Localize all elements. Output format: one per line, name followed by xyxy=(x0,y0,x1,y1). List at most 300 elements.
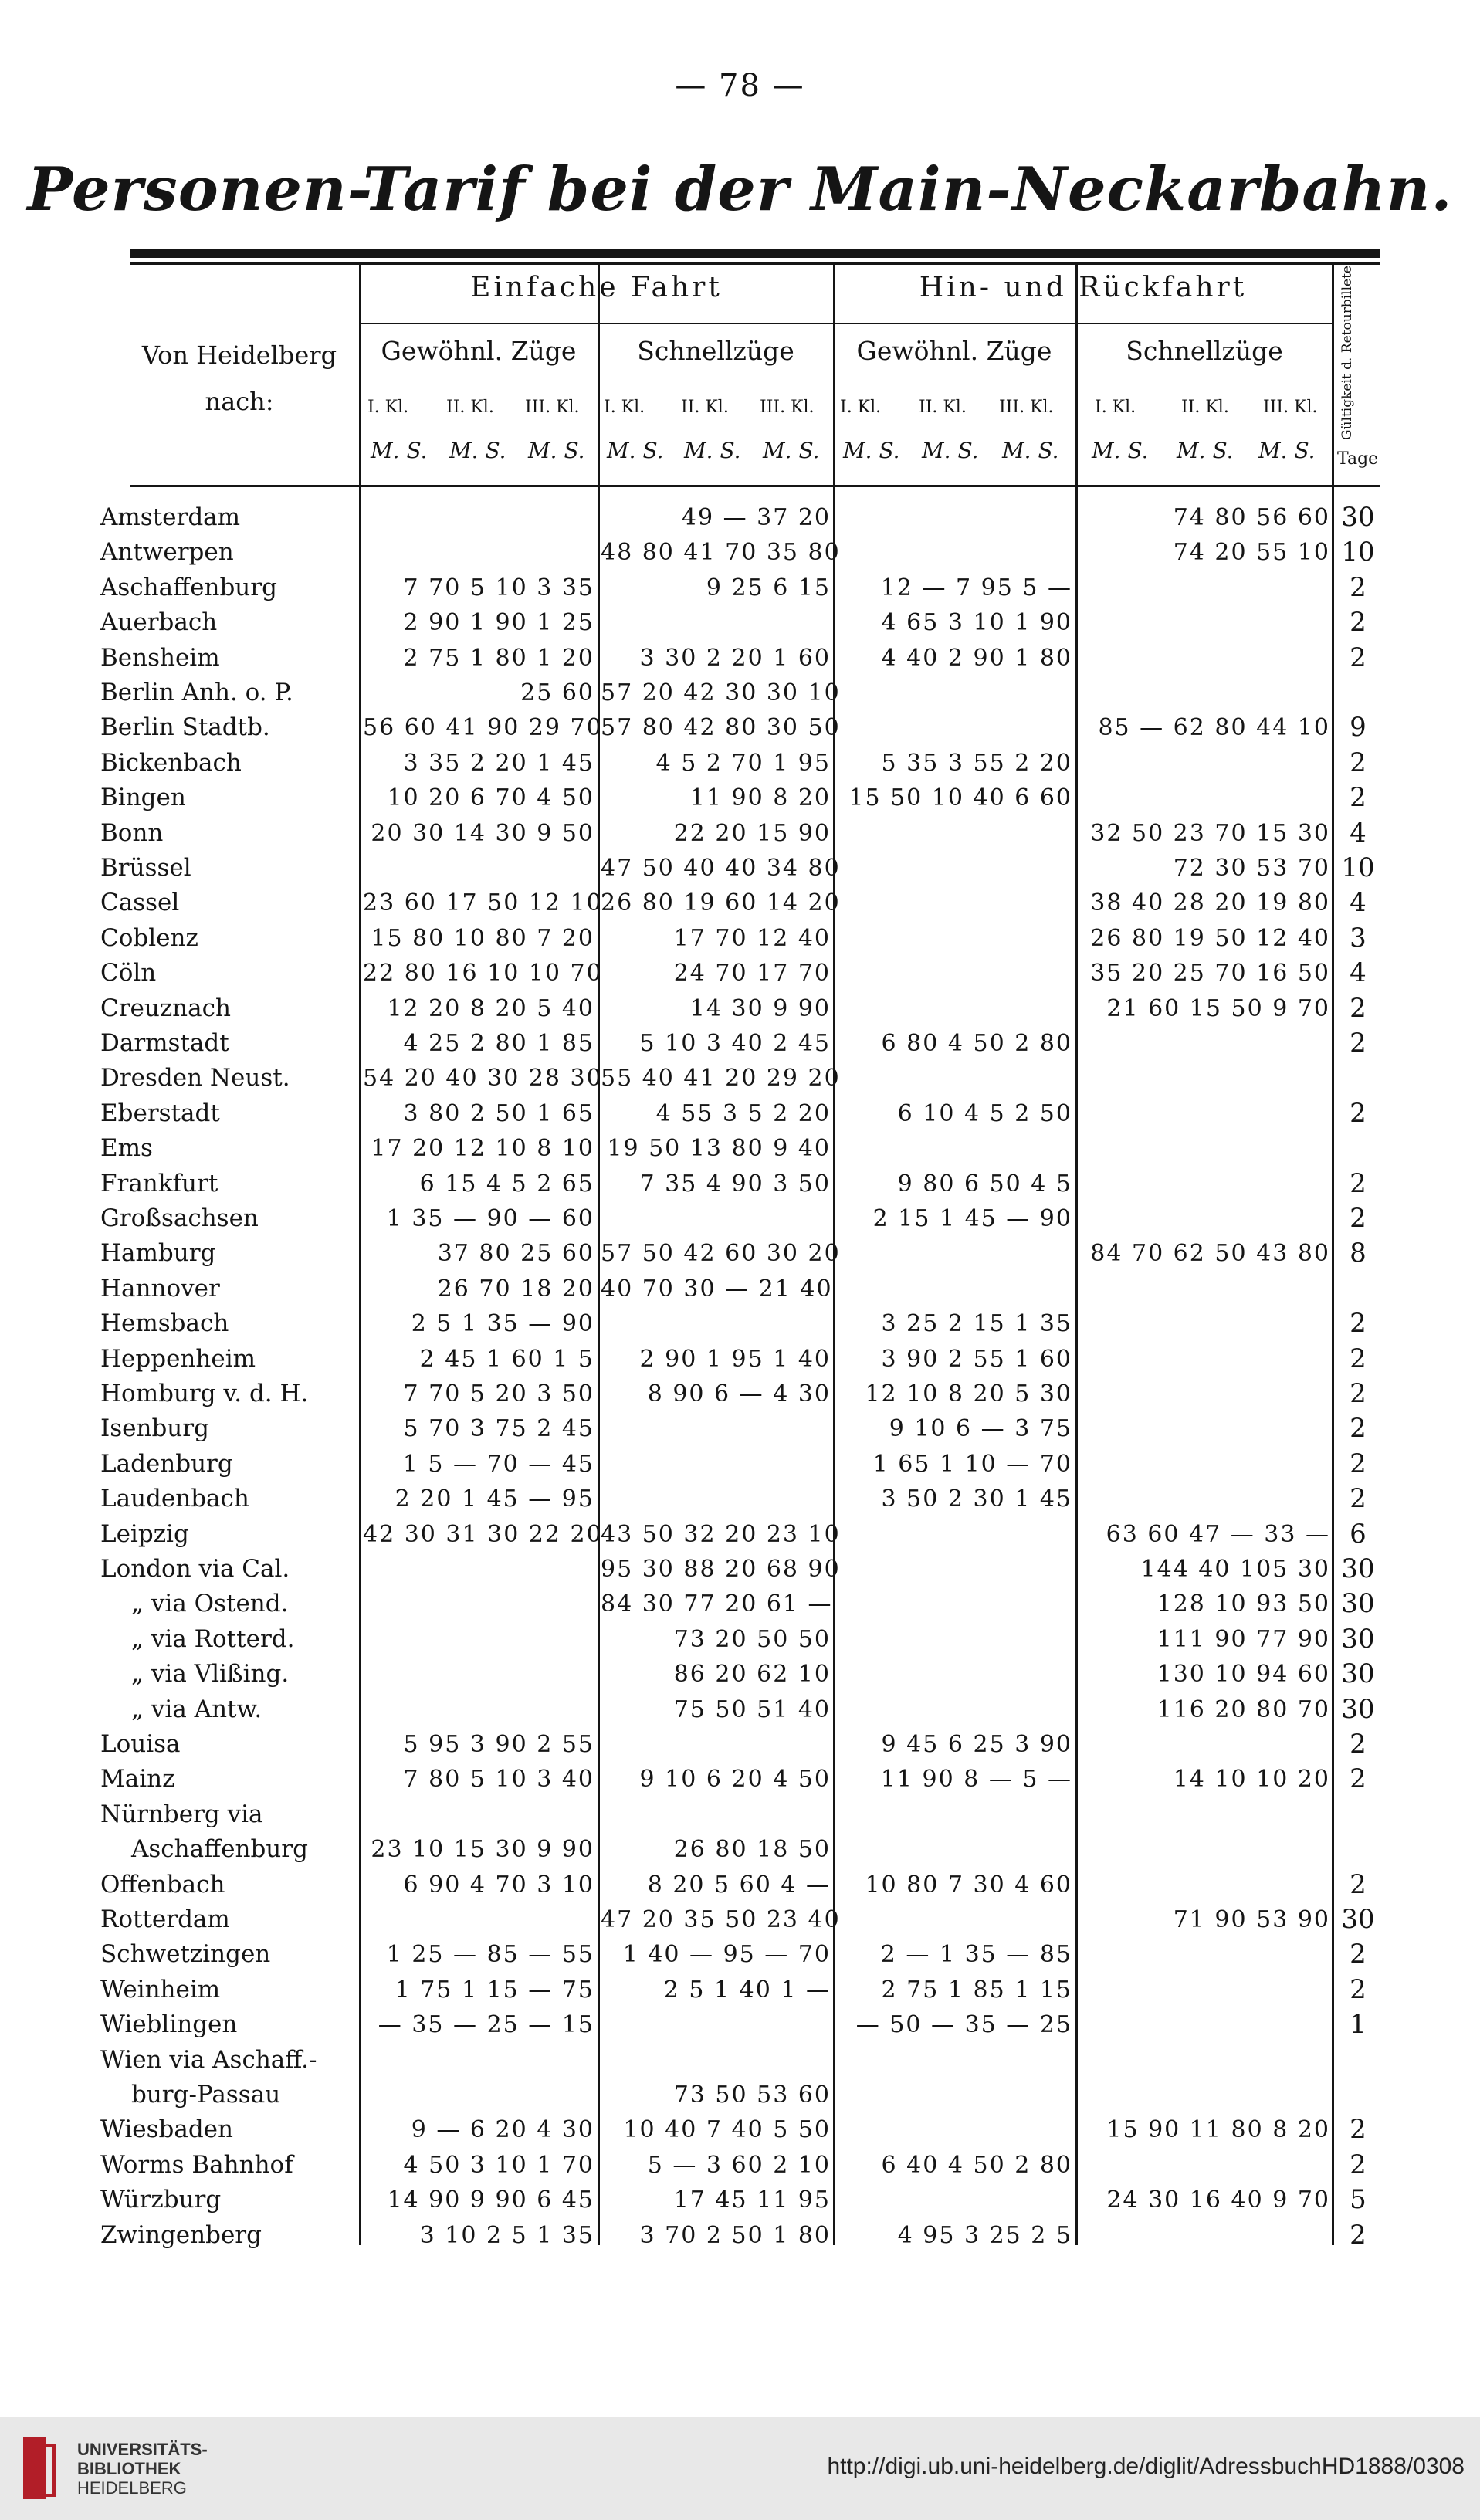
fare-cell-a: 9 — 6 20 4 30 xyxy=(411,2116,594,2144)
destination-name: Hannover xyxy=(100,1274,220,1302)
destination-name: Wien via Aschaff.- xyxy=(100,2045,317,2074)
destination-name: Offenbach xyxy=(100,1870,225,1898)
destination-name: Darmstadt xyxy=(100,1029,229,1057)
table-row xyxy=(0,1762,1480,1797)
fare-cell-b: 73 20 50 50 xyxy=(673,1625,831,1653)
destination-name: Ems xyxy=(100,1134,153,1163)
destination-name: Frankfurt xyxy=(100,1169,218,1197)
validity-days: 2 xyxy=(1350,1448,1367,1479)
header-schnell-1: Schnellzüge xyxy=(637,336,794,366)
destination-name: burg-Passau xyxy=(131,2081,281,2108)
fare-cell-c: — 50 — 35 — 25 xyxy=(855,2011,1072,2039)
fare-cell-a: 2 20 1 45 — 95 xyxy=(395,1485,594,1513)
fare-cell-b: 24 70 17 70 xyxy=(673,960,831,987)
fare-cell-d: 14 10 10 20 xyxy=(1173,1766,1330,1793)
fare-cell-b: 5 — 3 60 2 10 xyxy=(647,2151,831,2179)
fare-cell-b: 8 90 6 — 4 30 xyxy=(647,1380,831,1407)
table-row xyxy=(0,1447,1480,1482)
header-tage: Tage xyxy=(1337,449,1379,469)
fare-cell-a: 37 80 25 60 xyxy=(437,1240,594,1268)
destination-name: „ via Ostend. xyxy=(131,1590,289,1618)
validity-days: 30 xyxy=(1341,1553,1375,1584)
fare-cell-b: 4 5 2 70 1 95 xyxy=(655,749,831,777)
fare-cell-b: 19 50 13 80 9 40 xyxy=(607,1135,831,1163)
fare-cell-b: 57 20 42 30 30 10 xyxy=(601,679,841,706)
fare-cell-b: 55 40 41 20 29 20 xyxy=(601,1065,841,1092)
table-row xyxy=(0,1937,1480,1972)
class-1: I. Kl. xyxy=(840,398,882,417)
library-name xyxy=(77,2440,208,2498)
destination-name: Homburg v. d. H. xyxy=(100,1380,309,1407)
fare-cell-a: 7 70 5 20 3 50 xyxy=(403,1380,594,1407)
unit-label: M. S. xyxy=(684,438,741,463)
library-logo-icon xyxy=(15,2434,62,2503)
table-row xyxy=(0,571,1480,605)
validity-days: 10 xyxy=(1341,537,1375,568)
header-gewoehnl-2: Gewöhnl. Züge xyxy=(856,336,1052,366)
fare-cell-b: 8 20 5 60 4 — xyxy=(647,1871,831,1898)
fare-cell-d: 35 20 25 70 16 50 xyxy=(1090,960,1330,987)
table-row xyxy=(0,851,1480,886)
table-row xyxy=(0,1236,1480,1271)
destination-name: Cassel xyxy=(100,889,180,917)
validity-days: 2 xyxy=(1350,571,1367,603)
fare-cell-c: 6 10 4 5 2 50 xyxy=(897,1099,1072,1127)
unit-label: M. S. xyxy=(528,438,585,463)
class-3: III. Kl. xyxy=(760,398,815,417)
fare-cell-b: 3 30 2 20 1 60 xyxy=(639,644,831,672)
fare-cell-c: 9 10 6 — 3 75 xyxy=(889,1415,1072,1443)
validity-days: 2 xyxy=(1350,642,1367,673)
class-1: I. Kl. xyxy=(1095,398,1136,417)
validity-days: 9 xyxy=(1350,712,1367,743)
class-2: II. Kl. xyxy=(919,398,967,417)
fare-cell-a: 7 80 5 10 3 40 xyxy=(403,1766,594,1793)
validity-days: 2 xyxy=(1350,1378,1367,1409)
header-von-heidelberg: Von Heidelberg nach: xyxy=(141,340,337,416)
destination-name: Antwerpen xyxy=(100,538,234,567)
footer-bar xyxy=(0,2417,1480,2520)
validity-days: 2 xyxy=(1350,1203,1367,1234)
validity-days: 2 xyxy=(1350,1167,1367,1199)
class-3: III. Kl. xyxy=(999,398,1054,417)
validity-days: 30 xyxy=(1341,1693,1375,1725)
fare-cell-a: 23 60 17 50 12 10 xyxy=(363,889,603,917)
fare-cell-a: 4 25 2 80 1 85 xyxy=(403,1030,594,1057)
unit-label: M. S. xyxy=(371,438,428,463)
destination-name: Bonn xyxy=(100,818,164,847)
fare-cell-a: 14 90 9 90 6 45 xyxy=(387,2186,594,2214)
validity-days: 2 xyxy=(1350,1483,1367,1515)
validity-days: 2 xyxy=(1350,1028,1367,1058)
validity-days: 4 xyxy=(1350,817,1367,848)
destination-name: Bickenbach xyxy=(100,748,242,777)
fare-cell-a: 1 75 1 15 — 75 xyxy=(395,1976,594,2003)
destination-name: Hemsbach xyxy=(100,1309,229,1338)
destination-name: Hamburg xyxy=(100,1239,216,1268)
destination-name: Coblenz xyxy=(100,923,198,952)
fare-cell-a: 12 20 8 20 5 40 xyxy=(387,994,594,1022)
unit-label: M. S. xyxy=(449,438,506,463)
fare-cell-a: 4 50 3 10 1 70 xyxy=(403,2151,594,2179)
fare-cell-c: 2 — 1 35 — 85 xyxy=(880,1941,1072,1969)
validity-days: 2 xyxy=(1350,607,1367,638)
table-row xyxy=(0,605,1480,640)
table-row xyxy=(0,1201,1480,1236)
header-rule-1 xyxy=(361,323,1332,324)
validity-days: 2 xyxy=(1350,1097,1367,1129)
fare-cell-b: 7 35 4 90 3 50 xyxy=(639,1170,831,1197)
destination-name: „ via Antw. xyxy=(131,1695,262,1723)
validity-days: 2 xyxy=(1350,1729,1367,1760)
destination-name: London via Cal. xyxy=(100,1555,290,1583)
table-row xyxy=(0,1973,1480,2007)
fare-cell-a: 56 60 41 90 29 70 xyxy=(363,714,603,742)
unit-label: M. S. xyxy=(607,438,664,463)
validity-days: 30 xyxy=(1341,1658,1375,1690)
fare-cell-d: 38 40 28 20 19 80 xyxy=(1090,889,1330,917)
destination-name: Aschaffenburg xyxy=(131,1835,308,1864)
fare-cell-a: 20 30 14 30 9 50 xyxy=(371,819,594,847)
fare-cell-a: 3 80 2 50 1 65 xyxy=(403,1099,594,1127)
fare-cell-b: 47 20 35 50 23 40 xyxy=(601,1906,841,1933)
fare-cell-a: 2 75 1 80 1 20 xyxy=(403,644,594,672)
header-gueltigkeit: Gültigkeit d. Retourbillete xyxy=(1339,266,1355,440)
table-row xyxy=(0,535,1480,570)
header-gewoehnl-1: Gewöhnl. Züge xyxy=(381,336,577,366)
destination-name: Bingen xyxy=(100,784,186,812)
unit-label: M. S. xyxy=(922,438,979,463)
fare-cell-d: 84 70 62 50 43 80 xyxy=(1090,1240,1330,1268)
source-url[interactable]: http://digi.ub.uni-heidelberg.de/diglit/AdressbuchHD1888/0308 xyxy=(827,2454,1465,2479)
table-row xyxy=(0,1657,1480,1692)
validity-days: 30 xyxy=(1341,1588,1375,1620)
validity-days: 2 xyxy=(1350,1868,1367,1900)
unit-label: M. S. xyxy=(763,438,820,463)
fare-cell-b: 9 25 6 15 xyxy=(706,574,831,601)
fare-cell-a: 2 90 1 90 1 25 xyxy=(403,609,594,637)
fare-cell-c: 12 — 7 95 5 — xyxy=(880,574,1072,601)
table-row xyxy=(0,1552,1480,1587)
validity-days: 2 xyxy=(1350,1308,1367,1340)
fare-cell-a: 6 90 4 70 3 10 xyxy=(403,1871,594,1898)
fare-cell-a: 10 20 6 70 4 50 xyxy=(387,784,594,812)
fare-cell-c: 11 90 8 — 5 — xyxy=(880,1766,1072,1793)
unit-label: M. S. xyxy=(1002,438,1059,463)
validity-days: 2 xyxy=(1350,2219,1367,2251)
validity-days: 2 xyxy=(1350,2114,1367,2146)
fare-cell-d: 26 80 19 50 12 40 xyxy=(1090,924,1330,952)
table-row xyxy=(0,1131,1480,1166)
fare-cell-b: 1 40 — 95 — 70 xyxy=(622,1941,831,1969)
validity-days: 30 xyxy=(1341,1623,1375,1655)
destination-name: Bensheim xyxy=(100,643,220,672)
header-schnell-2: Schnellzüge xyxy=(1126,336,1283,366)
destination-name: Laudenbach xyxy=(100,1485,249,1513)
fare-cell-d: 71 90 53 90 xyxy=(1173,1906,1330,1933)
top-rule-thin xyxy=(130,262,1380,265)
fare-cell-d: 15 90 11 80 8 20 xyxy=(1106,2116,1330,2144)
fare-cell-b: 5 10 3 40 2 45 xyxy=(639,1030,831,1057)
fare-cell-c: 15 50 10 40 6 60 xyxy=(848,784,1072,812)
destination-name: Mainz xyxy=(100,1765,175,1793)
fare-cell-b: 22 20 15 90 xyxy=(673,819,831,847)
table-row xyxy=(0,1061,1480,1096)
unit-label: M. S. xyxy=(1092,438,1149,463)
fare-cell-b: 2 5 1 40 1 — xyxy=(663,1976,831,2003)
destination-name: Dresden Neust. xyxy=(100,1064,290,1092)
table-row xyxy=(0,710,1480,745)
fare-cell-b: 84 30 77 20 61 — xyxy=(601,1590,833,1618)
unit-label: M. S. xyxy=(843,438,900,463)
fare-cell-b: 49 — 37 20 xyxy=(681,504,831,531)
destination-name: Brüssel xyxy=(100,854,191,882)
class-3: III. Kl. xyxy=(525,398,580,417)
fare-cell-a: 26 70 18 20 xyxy=(437,1275,594,1302)
fare-cell-c: 3 50 2 30 1 45 xyxy=(881,1485,1072,1513)
destination-name: Wieblingen xyxy=(100,2010,238,2039)
fare-cell-a: 17 20 12 10 8 10 xyxy=(371,1135,594,1163)
library-line-1: UNIVERSITÄTS- xyxy=(77,2440,208,2459)
destination-name: Isenburg xyxy=(100,1414,209,1443)
header-bottom-rule xyxy=(130,485,1380,487)
fare-cell-a: 15 80 10 80 7 20 xyxy=(371,924,594,952)
table-row xyxy=(0,1411,1480,1446)
fare-cell-a: 3 10 2 5 1 35 xyxy=(419,2221,594,2249)
fare-cell-a: 2 45 1 60 1 5 xyxy=(419,1345,594,1373)
fare-cell-b: 17 70 12 40 xyxy=(673,924,831,952)
destination-name: Ladenburg xyxy=(100,1449,233,1478)
class-3: III. Kl. xyxy=(1263,398,1318,417)
class-2: II. Kl. xyxy=(1181,398,1229,417)
fare-cell-c: 6 40 4 50 2 80 xyxy=(881,2151,1072,2179)
fare-cell-b: 9 10 6 20 4 50 xyxy=(639,1766,831,1793)
fare-cell-a: 2 5 1 35 — 90 xyxy=(411,1310,594,1338)
validity-days: 2 xyxy=(1350,2149,1367,2180)
destination-name: Amsterdam xyxy=(100,503,241,531)
table-row xyxy=(0,2218,1480,2253)
fare-cell-b: 3 70 2 50 1 80 xyxy=(639,2221,831,2249)
fare-cell-a: 3 35 2 20 1 45 xyxy=(403,749,594,777)
table-row xyxy=(0,1167,1480,1201)
destination-name: Weinheim xyxy=(100,1975,221,2003)
top-rule-thick xyxy=(130,249,1380,258)
fare-cell-b: 95 30 88 20 68 90 xyxy=(601,1556,841,1583)
fare-cell-b: 73 50 53 60 xyxy=(673,2081,831,2108)
destination-name: Berlin Stadtb. xyxy=(100,713,270,742)
destination-name: Leipzig xyxy=(100,1519,189,1548)
validity-days: 4 xyxy=(1350,957,1367,989)
fare-cell-c: 5 35 3 55 2 20 xyxy=(881,749,1072,777)
fare-cell-b: 14 30 9 90 xyxy=(689,994,831,1022)
destination-name: Eberstadt xyxy=(100,1099,220,1127)
fare-cell-a: 22 80 16 10 10 70 xyxy=(363,960,603,987)
fare-cell-d: 130 10 94 60 xyxy=(1157,1661,1330,1688)
fare-cell-d: 72 30 53 70 xyxy=(1173,855,1330,882)
fare-cell-c: 6 80 4 50 2 80 xyxy=(881,1030,1072,1057)
fare-cell-b: 57 80 42 80 30 50 xyxy=(601,714,841,742)
table-row xyxy=(0,1342,1480,1377)
destination-name: Großsachsen xyxy=(100,1204,259,1232)
fare-cell-b: 2 90 1 95 1 40 xyxy=(639,1345,831,1373)
validity-days: 2 xyxy=(1350,1973,1367,2005)
table-row xyxy=(0,956,1480,991)
destination-name: Heppenheim xyxy=(100,1344,256,1373)
table-row xyxy=(0,2043,1480,2078)
validity-days: 30 xyxy=(1341,502,1375,533)
class-2: II. Kl. xyxy=(681,398,729,417)
validity-days: 2 xyxy=(1350,747,1367,778)
fare-cell-a: 6 15 4 5 2 65 xyxy=(419,1170,594,1197)
validity-days: 10 xyxy=(1341,852,1375,883)
destination-name: Auerbach xyxy=(100,608,218,637)
fare-cell-a: 5 70 3 75 2 45 xyxy=(403,1415,594,1443)
validity-days: 8 xyxy=(1350,1238,1367,1269)
fare-cell-b: 47 50 40 40 34 80 xyxy=(601,855,841,882)
fare-cell-a: 1 25 — 85 — 55 xyxy=(386,1941,594,1969)
fare-cell-d: 21 60 15 50 9 70 xyxy=(1106,994,1330,1022)
page-title: Personen-Tarif bei der Main-Neckarbahn. xyxy=(27,154,1453,225)
table-row xyxy=(0,1517,1480,1552)
destination-name: Wiesbaden xyxy=(100,2115,233,2144)
destination-name: Worms Bahnhof xyxy=(100,2150,293,2179)
destination-name: Louisa xyxy=(100,1730,181,1758)
table-row xyxy=(0,1482,1480,1516)
fare-cell-b: 17 45 11 95 xyxy=(673,2186,831,2214)
fare-cell-d: 111 90 77 90 xyxy=(1157,1625,1330,1653)
fare-cell-a: 54 20 40 30 28 30 xyxy=(363,1065,603,1092)
table-row xyxy=(0,2112,1480,2147)
validity-days: 2 xyxy=(1350,1413,1367,1445)
fare-cell-c: 10 80 7 30 4 60 xyxy=(865,1871,1072,1898)
fare-cell-a: — 35 — 25 — 15 xyxy=(378,2011,594,2039)
fare-cell-a: 25 60 xyxy=(520,679,594,706)
class-2: II. Kl. xyxy=(446,398,494,417)
validity-days: 3 xyxy=(1350,922,1367,953)
table-row xyxy=(0,746,1480,781)
validity-days: 2 xyxy=(1350,992,1367,1024)
destination-name: „ via Rotterd. xyxy=(131,1624,295,1653)
fare-cell-a: 23 10 15 30 9 90 xyxy=(371,1836,594,1864)
table-row xyxy=(0,921,1480,956)
fare-cell-d: 144 40 105 30 xyxy=(1140,1556,1330,1583)
destination-name: Creuznach xyxy=(100,994,231,1022)
destination-name: Cöln xyxy=(100,959,157,987)
fare-cell-d: 63 60 47 — 33 — xyxy=(1106,1520,1330,1548)
fare-cell-d: 74 20 55 10 xyxy=(1173,539,1330,567)
fare-cell-b: 48 80 41 70 35 80 xyxy=(601,539,841,567)
unit-label: M. S. xyxy=(1258,438,1316,463)
fare-cell-d: 116 20 80 70 xyxy=(1157,1695,1330,1723)
fare-cell-b: 26 80 18 50 xyxy=(673,1836,831,1864)
header-einfache-fahrt: Einfache Fahrt xyxy=(470,272,723,303)
table-row xyxy=(0,676,1480,710)
fare-cell-b: 75 50 51 40 xyxy=(673,1695,831,1723)
page-number: — 78 — xyxy=(675,68,805,103)
validity-days: 2 xyxy=(1350,1763,1367,1795)
unit-label: M. S. xyxy=(1177,438,1234,463)
table-row xyxy=(0,886,1480,920)
destination-name: Würzburg xyxy=(100,2186,222,2214)
fare-cell-b: 86 20 62 10 xyxy=(673,1661,831,1688)
library-line-3: HEIDELBERG xyxy=(77,2478,187,2498)
table-row xyxy=(0,1272,1480,1306)
fare-cell-c: 9 45 6 25 3 90 xyxy=(881,1731,1072,1758)
table-row xyxy=(0,1587,1480,1621)
table-row xyxy=(0,991,1480,1026)
fare-cell-c: 12 10 8 20 5 30 xyxy=(865,1380,1072,1407)
table-row xyxy=(0,2183,1480,2217)
header-hin-rueck: Hin- und Rückfahrt xyxy=(919,272,1248,303)
class-1: I. Kl. xyxy=(367,398,409,417)
destination-name: Berlin Anh. o. P. xyxy=(100,679,293,706)
destination-name: Schwetzingen xyxy=(100,1940,271,1969)
validity-days: 2 xyxy=(1350,782,1367,814)
fare-cell-a: 5 95 3 90 2 55 xyxy=(403,1731,594,1758)
destination-name: Rotterdam xyxy=(100,1905,230,1933)
fare-cell-d: 85 — 62 80 44 10 xyxy=(1098,714,1330,742)
fare-cell-c: 3 25 2 15 1 35 xyxy=(881,1310,1072,1338)
table-row xyxy=(0,1832,1480,1867)
table-row xyxy=(0,1797,1480,1832)
fare-cell-c: 3 90 2 55 1 60 xyxy=(881,1345,1072,1373)
fare-cell-a: 1 5 — 70 — 45 xyxy=(402,1450,594,1478)
fare-cell-d: 32 50 23 70 15 30 xyxy=(1090,819,1330,847)
table-row xyxy=(0,781,1480,815)
validity-days: 30 xyxy=(1341,1904,1375,1935)
table-row xyxy=(0,1306,1480,1341)
fare-cell-c: 4 65 3 10 1 90 xyxy=(881,609,1072,637)
validity-days: 2 xyxy=(1350,1343,1367,1374)
fare-cell-b: 11 90 8 20 xyxy=(689,784,831,812)
fare-cell-c: 2 15 1 45 — 90 xyxy=(872,1205,1072,1232)
fare-cell-d: 128 10 93 50 xyxy=(1157,1590,1330,1618)
validity-days: 6 xyxy=(1350,1518,1367,1550)
fare-cell-a: 1 35 — 90 — 60 xyxy=(386,1205,594,1232)
fare-cell-d: 74 80 56 60 xyxy=(1173,504,1330,531)
fare-cell-a: 42 30 31 30 22 20 xyxy=(363,1520,603,1548)
table-row xyxy=(0,1622,1480,1657)
table-row xyxy=(0,500,1480,535)
fare-cell-c: 4 95 3 25 2 5 xyxy=(897,2221,1072,2249)
validity-days: 5 xyxy=(1350,2184,1367,2216)
table-row xyxy=(0,816,1480,851)
fare-cell-b: 57 50 42 60 30 20 xyxy=(601,1240,841,1268)
library-line-2: BIBLIOTHEK xyxy=(77,2459,181,2478)
fare-cell-b: 10 40 7 40 5 50 xyxy=(623,2116,831,2144)
table-row xyxy=(0,1727,1480,1762)
table-row xyxy=(0,1026,1480,1061)
table-row xyxy=(0,1096,1480,1131)
table-row xyxy=(0,2148,1480,2183)
fare-cell-b: 26 80 19 60 14 20 xyxy=(601,889,841,917)
destination-name: Zwingenberg xyxy=(100,2220,262,2249)
validity-days: 1 xyxy=(1350,2009,1367,2041)
destination-name: Aschaffenburg xyxy=(100,573,277,601)
fare-cell-c: 1 65 1 10 — 70 xyxy=(872,1450,1072,1478)
validity-days: 4 xyxy=(1350,887,1367,919)
table-row xyxy=(0,641,1480,676)
destination-name: „ via Vlißing. xyxy=(131,1660,290,1688)
fare-cell-d: 24 30 16 40 9 70 xyxy=(1106,2186,1330,2214)
fare-cell-b: 4 55 3 5 2 20 xyxy=(655,1099,831,1127)
fare-cell-c: 2 75 1 85 1 15 xyxy=(881,1976,1072,2003)
table-row xyxy=(0,2078,1480,2112)
fare-cell-b: 40 70 30 — 21 40 xyxy=(601,1275,833,1302)
fare-cell-b: 43 50 32 20 23 10 xyxy=(601,1520,841,1548)
table-row xyxy=(0,1902,1480,1937)
fare-cell-c: 9 80 6 50 4 5 xyxy=(897,1170,1072,1197)
